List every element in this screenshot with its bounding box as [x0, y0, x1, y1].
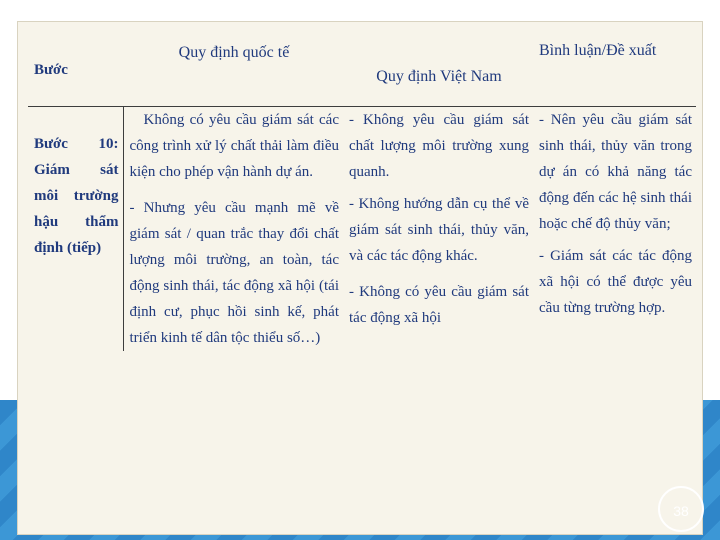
comparison-table [28, 34, 696, 351]
international-paragraph-1: Không có yêu cầu giám sát các công trình xử lý chất thải làm điều kiện cho phép vận hành dự án. [129, 112, 339, 180]
header-vietnam: Quy định Việt Nam [343, 34, 533, 107]
page-number: 38 [658, 486, 704, 532]
header-step: Bước [28, 34, 123, 107]
vietnam-cell [343, 107, 533, 352]
vietnam-paragraph-3: - Không có yêu cầu giám sát tác động xã hội [349, 284, 529, 326]
international-cell [123, 107, 343, 352]
comment-cell [533, 107, 696, 352]
table-header-row [28, 34, 696, 107]
table-row [28, 107, 696, 352]
step-cell: Bước 10: Giám sát môi trường hậu thẩm định (tiếp) [34, 136, 119, 256]
header-comment: Bình luận/Đề xuất [533, 34, 696, 107]
header-international: Quy định quốc tế [123, 34, 343, 107]
comment-paragraph-1: - Nên yêu cầu giám sát sinh thái, thủy văn trong dự án có khả năng tác động đến các hệ sinh thái hoặc chế độ thủy văn; [539, 112, 692, 232]
international-paragraph-2: - Nhưng yêu cầu mạnh mẽ về giám sát / quan trắc thay đổi chất lượng môi trường, an toàn, tác động sinh thái, tác động xã hội (tái định cư, phục hồi sinh kế, phát triển kinh tế dân tộc thiểu số…) [129, 200, 339, 346]
vietnam-paragraph-2: - Không hướng dẫn cụ thể về giám sát sinh thái, thủy văn, và các tác động khác. [349, 196, 529, 264]
vietnam-paragraph-1: - Không yêu cầu giám sát chất lượng môi trường xung quanh. [349, 112, 529, 180]
comment-paragraph-2: - Giám sát các tác động xã hội có thể được yêu cầu từng trường hợp. [539, 248, 692, 316]
